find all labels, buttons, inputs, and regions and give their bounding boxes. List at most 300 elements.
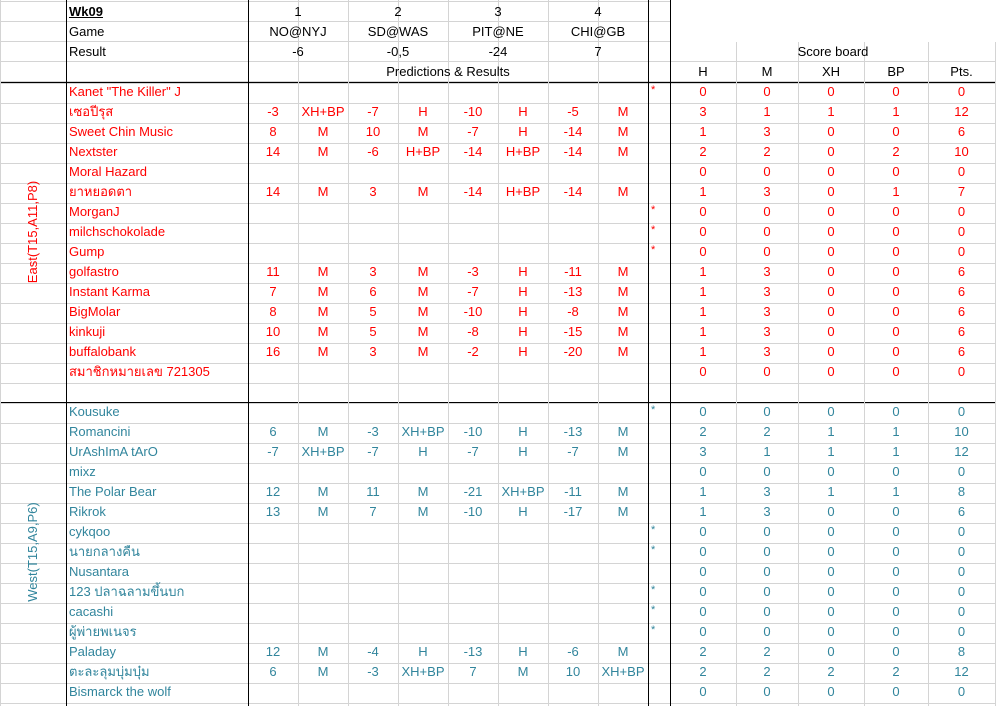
score-value[interactable]: 0	[892, 464, 900, 479]
player-name[interactable]: cacashi	[69, 604, 114, 619]
score-value[interactable]: 0	[827, 124, 835, 139]
pick-result[interactable]: M	[417, 344, 429, 359]
score-value[interactable]: 3	[699, 444, 707, 459]
score-value[interactable]: 6	[957, 264, 966, 279]
score-value[interactable]: 0	[957, 544, 966, 559]
predicted-margin[interactable]: 14	[265, 144, 281, 159]
pick-result[interactable]: M	[317, 504, 329, 519]
score-value[interactable]: 12	[954, 664, 969, 679]
player-name[interactable]: Kousuke	[69, 404, 120, 419]
game-matchup[interactable]: SD@WAS	[367, 24, 429, 39]
predicted-margin[interactable]: 5	[369, 304, 377, 319]
pick-result[interactable]: M	[317, 424, 329, 439]
score-value[interactable]: 0	[957, 244, 966, 259]
score-value[interactable]: 0	[699, 204, 707, 219]
predicted-margin[interactable]: -13	[563, 424, 583, 439]
score-value[interactable]: 0	[699, 564, 707, 579]
predicted-margin[interactable]: 14	[265, 184, 281, 199]
pick-result[interactable]: M	[317, 344, 329, 359]
predicted-margin[interactable]: -13	[463, 644, 483, 659]
score-value[interactable]: 1	[699, 184, 707, 199]
predicted-margin[interactable]: -3	[267, 104, 279, 119]
predicted-margin[interactable]: 12	[265, 484, 281, 499]
score-value[interactable]: 1	[827, 424, 835, 439]
pick-result[interactable]: M	[617, 444, 629, 459]
pick-result[interactable]: H	[418, 444, 428, 459]
score-value[interactable]: 0	[957, 624, 966, 639]
score-value[interactable]: 2	[892, 144, 900, 159]
predicted-margin[interactable]: 3	[369, 184, 377, 199]
player-name[interactable]: Moral Hazard	[69, 164, 148, 179]
pick-result[interactable]: M	[617, 124, 629, 139]
predicted-margin[interactable]: -11	[564, 484, 582, 499]
score-value[interactable]: 1	[892, 104, 900, 119]
score-value[interactable]: 3	[763, 184, 771, 199]
score-value[interactable]: 0	[827, 504, 835, 519]
score-value[interactable]: 0	[763, 624, 771, 639]
score-value[interactable]: 1	[699, 504, 707, 519]
predicted-margin[interactable]: -14	[563, 144, 583, 159]
predicted-margin[interactable]: -7	[467, 284, 479, 299]
game-matchup[interactable]: PIT@NE	[472, 24, 524, 39]
score-value[interactable]: 8	[957, 644, 966, 659]
score-value[interactable]: 0	[763, 524, 771, 539]
score-value[interactable]: 0	[763, 544, 771, 559]
score-value[interactable]: 2	[699, 424, 707, 439]
score-value[interactable]: 0	[827, 344, 835, 359]
score-value[interactable]: 0	[763, 564, 771, 579]
pick-result[interactable]: M	[317, 324, 329, 339]
score-value[interactable]: 3	[763, 284, 771, 299]
predicted-margin[interactable]: -10	[463, 424, 483, 439]
pick-result[interactable]: H	[518, 504, 528, 519]
player-name[interactable]: ตะละลุมบุ่มบุ๋ม	[69, 664, 150, 679]
predicted-margin[interactable]: -14	[563, 184, 583, 199]
predicted-margin[interactable]: 13	[265, 504, 281, 519]
score-value[interactable]: 1	[827, 484, 835, 499]
pick-result[interactable]: H+BP	[505, 184, 541, 199]
predicted-margin[interactable]: -3	[467, 264, 479, 279]
score-value[interactable]: 2	[699, 644, 707, 659]
predicted-margin[interactable]: -10	[463, 504, 483, 519]
predicted-margin[interactable]: 10	[565, 664, 581, 679]
score-value[interactable]: 2	[699, 664, 707, 679]
predicted-margin[interactable]: -21	[463, 484, 483, 499]
result-row-label[interactable]: Result	[69, 44, 106, 59]
player-name[interactable]: Gump	[69, 244, 105, 259]
predicted-margin[interactable]: -20	[563, 344, 583, 359]
score-column-header[interactable]: BP	[887, 64, 905, 79]
score-value[interactable]: 0	[892, 504, 900, 519]
predicted-margin[interactable]: -5	[567, 104, 579, 119]
predicted-margin[interactable]: -15	[563, 324, 583, 339]
pick-result[interactable]: H	[518, 304, 528, 319]
score-value[interactable]: 0	[699, 684, 707, 699]
score-value[interactable]: 0	[763, 164, 771, 179]
score-value[interactable]: 0	[763, 404, 771, 419]
score-value[interactable]: 0	[827, 224, 835, 239]
pick-result[interactable]: H	[518, 344, 528, 359]
score-value[interactable]: 6	[957, 304, 966, 319]
score-value[interactable]: 7	[957, 184, 966, 199]
week-label[interactable]: Wk09	[69, 4, 103, 19]
score-value[interactable]: 0	[957, 224, 966, 239]
pick-result[interactable]: XH+BP	[301, 104, 345, 119]
score-value[interactable]: 0	[699, 624, 707, 639]
score-value[interactable]: 0	[827, 204, 835, 219]
predicted-margin[interactable]: 8	[269, 124, 277, 139]
game-row-label[interactable]: Game	[69, 24, 105, 39]
predicted-margin[interactable]: 6	[369, 284, 377, 299]
score-value[interactable]: 0	[957, 564, 966, 579]
player-name[interactable]: สมาชิกหมายเลข 721305	[69, 364, 210, 379]
score-value[interactable]: 0	[763, 584, 771, 599]
score-value[interactable]: 0	[957, 464, 966, 479]
score-value[interactable]: 0	[827, 584, 835, 599]
score-value[interactable]: 2	[763, 424, 771, 439]
player-name[interactable]: นายกลางคืน	[69, 544, 140, 559]
score-value[interactable]: 0	[827, 304, 835, 319]
pick-result[interactable]: M	[317, 664, 329, 679]
predicted-margin[interactable]: 16	[265, 344, 281, 359]
score-value[interactable]: 0	[957, 364, 966, 379]
score-value[interactable]: 0	[763, 464, 771, 479]
score-column-header[interactable]: Pts.	[950, 64, 973, 79]
pick-result[interactable]: H	[418, 644, 428, 659]
game-result[interactable]: -0,5	[386, 44, 410, 59]
score-value[interactable]: 0	[957, 604, 966, 619]
score-value[interactable]: 0	[827, 184, 835, 199]
score-value[interactable]: 0	[827, 144, 835, 159]
score-value[interactable]: 0	[763, 604, 771, 619]
predicted-margin[interactable]: -7	[267, 444, 279, 459]
player-name[interactable]: Bismarck the wolf	[69, 684, 171, 699]
pick-result[interactable]: XH+BP	[401, 664, 445, 679]
score-value[interactable]: 0	[957, 164, 966, 179]
score-value[interactable]: 2	[827, 664, 835, 679]
score-value[interactable]: 0	[827, 84, 835, 99]
score-value[interactable]: 8	[957, 484, 966, 499]
pick-result[interactable]: H	[518, 104, 528, 119]
predictions-header[interactable]: Predictions & Results	[386, 64, 510, 79]
predicted-margin[interactable]: -3	[367, 664, 379, 679]
score-value[interactable]: 1	[699, 264, 707, 279]
game-number[interactable]: 1	[294, 4, 302, 19]
predicted-margin[interactable]: -7	[467, 444, 479, 459]
score-value[interactable]: 0	[892, 624, 900, 639]
predicted-margin[interactable]: -17	[563, 504, 583, 519]
pick-result[interactable]: XH+BP	[401, 424, 445, 439]
pick-result[interactable]: H	[518, 644, 528, 659]
score-value[interactable]: 6	[957, 284, 966, 299]
score-value[interactable]: 2	[763, 144, 771, 159]
predicted-margin[interactable]: -7	[367, 104, 379, 119]
predicted-margin[interactable]: -14	[563, 124, 583, 139]
predicted-margin[interactable]: 11	[266, 264, 280, 279]
predicted-margin[interactable]: -10	[463, 304, 483, 319]
player-name[interactable]: mixz	[69, 464, 96, 479]
score-value[interactable]: 0	[827, 644, 835, 659]
score-value[interactable]: 0	[699, 584, 707, 599]
score-value[interactable]: 0	[892, 604, 900, 619]
score-value[interactable]: 6	[957, 324, 966, 339]
pick-result[interactable]: H+BP	[505, 144, 541, 159]
score-value[interactable]: 1	[699, 284, 707, 299]
score-value[interactable]: 0	[827, 284, 835, 299]
score-value[interactable]: 6	[957, 124, 966, 139]
score-value[interactable]: 0	[892, 584, 900, 599]
player-name[interactable]: UrAshImA tArO	[69, 444, 158, 459]
game-matchup[interactable]: CHI@GB	[570, 24, 626, 39]
score-value[interactable]: 0	[892, 324, 900, 339]
score-value[interactable]: 1	[763, 104, 771, 119]
score-value[interactable]: 1	[699, 124, 707, 139]
score-value[interactable]: 0	[699, 524, 707, 539]
score-value[interactable]: 0	[892, 244, 900, 259]
predicted-margin[interactable]: -14	[463, 184, 483, 199]
predicted-margin[interactable]: 10	[265, 324, 281, 339]
pick-result[interactable]: M	[617, 184, 629, 199]
pick-result[interactable]: M	[317, 124, 329, 139]
predicted-margin[interactable]: 12	[265, 644, 281, 659]
pick-result[interactable]: XH+BP	[501, 484, 545, 499]
pick-result[interactable]: M	[417, 324, 429, 339]
score-value[interactable]: 3	[763, 264, 771, 279]
pick-result[interactable]: M	[617, 284, 629, 299]
predicted-margin[interactable]: 11	[366, 484, 380, 499]
pick-result[interactable]: H+BP	[405, 144, 441, 159]
predicted-margin[interactable]: 8	[269, 304, 277, 319]
player-name[interactable]: MorganJ	[69, 204, 120, 219]
score-value[interactable]: 0	[763, 84, 771, 99]
score-value[interactable]: 0	[699, 244, 707, 259]
score-value[interactable]: 0	[892, 84, 900, 99]
score-value[interactable]: 3	[763, 344, 771, 359]
player-name[interactable]: kinkuji	[69, 324, 106, 339]
game-number[interactable]: 2	[394, 4, 402, 19]
pick-result[interactable]: M	[317, 184, 329, 199]
score-value[interactable]: 0	[892, 524, 900, 539]
score-value[interactable]: 1	[763, 444, 771, 459]
score-value[interactable]: 0	[827, 604, 835, 619]
player-name[interactable]: Sweet Chin Music	[69, 124, 174, 139]
score-column-header[interactable]: XH	[821, 64, 841, 79]
predicted-margin[interactable]: -2	[467, 344, 479, 359]
player-name[interactable]: cykqoo	[69, 524, 111, 539]
score-value[interactable]: 3	[699, 104, 707, 119]
player-name[interactable]: Instant Karma	[69, 284, 150, 299]
score-value[interactable]: 0	[957, 684, 966, 699]
pick-result[interactable]: M	[617, 104, 629, 119]
predicted-margin[interactable]: 7	[269, 284, 277, 299]
pick-result[interactable]: XH+BP	[301, 444, 345, 459]
score-value[interactable]: 0	[892, 264, 900, 279]
score-value[interactable]: 2	[763, 664, 771, 679]
score-value[interactable]: 1	[892, 424, 900, 439]
pick-result[interactable]: M	[417, 484, 429, 499]
score-value[interactable]: 0	[892, 644, 900, 659]
pick-result[interactable]: M	[617, 644, 629, 659]
pick-result[interactable]: M	[617, 344, 629, 359]
pick-result[interactable]: M	[417, 264, 429, 279]
player-name[interactable]: buffalobank	[69, 344, 136, 359]
score-value[interactable]: 0	[827, 464, 835, 479]
predicted-margin[interactable]: -14	[463, 144, 483, 159]
pick-result[interactable]: M	[417, 124, 429, 139]
score-value[interactable]: 0	[892, 204, 900, 219]
predicted-margin[interactable]: 7	[469, 664, 477, 679]
score-value[interactable]: 0	[892, 124, 900, 139]
pick-result[interactable]: H	[518, 444, 528, 459]
pick-result[interactable]: M	[617, 484, 629, 499]
score-value[interactable]: 0	[892, 564, 900, 579]
score-value[interactable]: 0	[827, 264, 835, 279]
score-value[interactable]: 0	[957, 204, 966, 219]
predicted-margin[interactable]: 6	[269, 424, 277, 439]
pick-result[interactable]: M	[617, 304, 629, 319]
predicted-margin[interactable]: -10	[463, 104, 483, 119]
score-value[interactable]: 2	[699, 144, 707, 159]
pick-result[interactable]: M	[417, 284, 429, 299]
score-value[interactable]: 12	[954, 104, 969, 119]
game-matchup[interactable]: NO@NYJ	[269, 24, 327, 39]
game-number[interactable]: 3	[494, 4, 502, 19]
pick-result[interactable]: M	[317, 304, 329, 319]
score-value[interactable]: 10	[954, 144, 969, 159]
game-result[interactable]: 7	[594, 44, 602, 59]
predicted-margin[interactable]: 3	[369, 344, 377, 359]
predicted-margin[interactable]: 10	[365, 124, 381, 139]
score-value[interactable]: 3	[763, 124, 771, 139]
predicted-margin[interactable]: -8	[467, 324, 479, 339]
pick-result[interactable]: M	[317, 144, 329, 159]
pick-result[interactable]: M	[617, 424, 629, 439]
score-value[interactable]: 0	[763, 684, 771, 699]
score-value[interactable]: 0	[827, 364, 835, 379]
pick-result[interactable]: H	[518, 324, 528, 339]
score-value[interactable]: 0	[699, 84, 707, 99]
score-value[interactable]: 0	[892, 304, 900, 319]
score-value[interactable]: 0	[699, 604, 707, 619]
pick-result[interactable]: M	[617, 144, 629, 159]
score-value[interactable]: 0	[827, 684, 835, 699]
player-name[interactable]: ผู้พ่ายพเนจร	[69, 624, 137, 639]
score-value[interactable]: 0	[763, 364, 771, 379]
pick-result[interactable]: M	[517, 664, 529, 679]
score-value[interactable]: 10	[954, 424, 969, 439]
score-value[interactable]: 1	[699, 344, 707, 359]
player-name[interactable]: Paladay	[69, 644, 116, 659]
score-value[interactable]: 0	[892, 684, 900, 699]
player-name[interactable]: The Polar Bear	[69, 484, 157, 499]
score-value[interactable]: 0	[699, 224, 707, 239]
score-value[interactable]: 0	[957, 584, 966, 599]
score-value[interactable]: 1	[892, 444, 900, 459]
player-name[interactable]: 123 ปลาฉลามขึ้นบก	[69, 584, 185, 599]
score-value[interactable]: 0	[699, 364, 707, 379]
score-value[interactable]: 6	[957, 344, 966, 359]
predicted-margin[interactable]: -6	[367, 144, 379, 159]
player-name[interactable]: Romancini	[69, 424, 131, 439]
player-name[interactable]: Kanet "The Killer" J	[69, 84, 181, 99]
predicted-margin[interactable]: -7	[467, 124, 479, 139]
score-value[interactable]: 1	[699, 304, 707, 319]
score-value[interactable]: 0	[827, 164, 835, 179]
score-value[interactable]: 0	[699, 404, 707, 419]
predicted-margin[interactable]: -3	[367, 424, 379, 439]
score-value[interactable]: 3	[763, 504, 771, 519]
pick-result[interactable]: H	[518, 264, 528, 279]
score-value[interactable]: 0	[892, 364, 900, 379]
score-value[interactable]: 2	[763, 644, 771, 659]
player-name[interactable]: Nextster	[69, 144, 118, 159]
predicted-margin[interactable]: 3	[369, 264, 377, 279]
score-value[interactable]: 3	[763, 324, 771, 339]
player-name[interactable]: ยาหยอดตา	[69, 184, 133, 199]
pick-result[interactable]: M	[417, 184, 429, 199]
pick-result[interactable]: M	[617, 504, 629, 519]
pick-result[interactable]: M	[317, 644, 329, 659]
predicted-margin[interactable]: 5	[369, 324, 377, 339]
player-name[interactable]: Nusantara	[69, 564, 129, 579]
score-value[interactable]: 0	[827, 324, 835, 339]
score-value[interactable]: 1	[699, 324, 707, 339]
score-value[interactable]: 1	[892, 184, 900, 199]
predicted-margin[interactable]: 6	[269, 664, 277, 679]
pick-result[interactable]: M	[317, 264, 329, 279]
score-value[interactable]: 3	[763, 304, 771, 319]
predicted-margin[interactable]: -13	[563, 284, 583, 299]
score-value[interactable]: 1	[699, 484, 707, 499]
score-value[interactable]: 0	[699, 464, 707, 479]
score-value[interactable]: 0	[892, 224, 900, 239]
player-name[interactable]: Rikrok	[69, 504, 106, 519]
game-number[interactable]: 4	[594, 4, 602, 19]
score-value[interactable]: 0	[892, 404, 900, 419]
pick-result[interactable]: M	[617, 264, 629, 279]
predicted-margin[interactable]: -4	[367, 644, 379, 659]
score-value[interactable]: 0	[957, 84, 966, 99]
player-name[interactable]: golfastro	[69, 264, 119, 279]
pick-result[interactable]: XH+BP	[601, 664, 645, 679]
score-value[interactable]: 0	[827, 404, 835, 419]
score-value[interactable]: 2	[892, 664, 900, 679]
score-value[interactable]: 0	[827, 244, 835, 259]
score-value[interactable]: 0	[827, 624, 835, 639]
score-value[interactable]: 0	[892, 284, 900, 299]
score-value[interactable]: 0	[827, 524, 835, 539]
predicted-margin[interactable]: 7	[369, 504, 377, 519]
score-value[interactable]: 12	[954, 444, 969, 459]
score-value[interactable]: 0	[699, 164, 707, 179]
game-result[interactable]: -24	[488, 44, 508, 59]
pick-result[interactable]: H	[518, 284, 528, 299]
score-value[interactable]: 0	[892, 344, 900, 359]
score-column-header[interactable]: H	[698, 64, 708, 79]
predicted-margin[interactable]: -11	[564, 264, 582, 279]
score-column-header[interactable]: M	[761, 64, 773, 79]
predicted-margin[interactable]: -7	[567, 444, 579, 459]
player-name[interactable]: BigMolar	[69, 304, 121, 319]
score-value[interactable]: 3	[763, 484, 771, 499]
score-value[interactable]: 1	[827, 104, 835, 119]
score-value[interactable]: 0	[827, 564, 835, 579]
score-value[interactable]: 1	[892, 484, 900, 499]
score-value[interactable]: 0	[763, 244, 771, 259]
score-value[interactable]: 0	[957, 404, 966, 419]
pick-result[interactable]: M	[317, 484, 329, 499]
pick-result[interactable]: M	[417, 304, 429, 319]
